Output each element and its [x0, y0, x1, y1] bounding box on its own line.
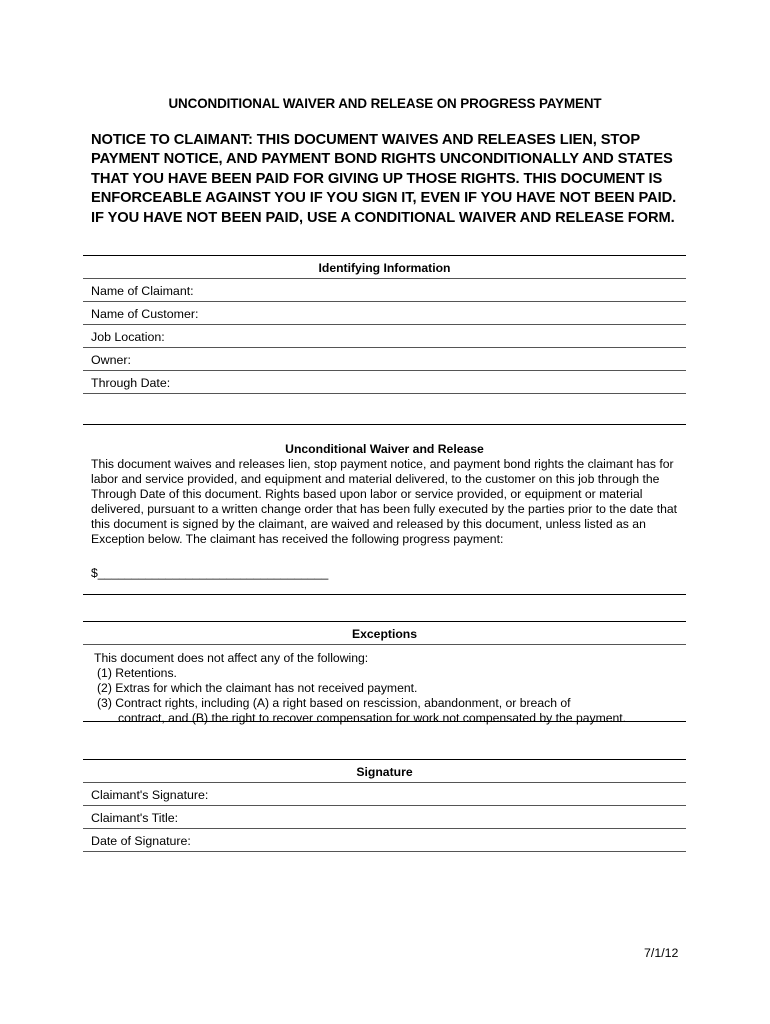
name-of-customer-field[interactable]: Name of Customer:	[83, 302, 686, 325]
identifying-information-section	[83, 255, 686, 425]
exceptions-section	[83, 621, 686, 726]
signature-heading: Signature	[83, 760, 686, 783]
revision-date: 7/1/12	[644, 946, 679, 960]
exceptions-heading: Exceptions	[83, 622, 686, 645]
through-date-field[interactable]: Through Date:	[83, 371, 686, 394]
owner-field[interactable]: Owner:	[83, 348, 686, 371]
form-title: UNCONDITIONAL WAIVER AND RELEASE ON PROGRESS PAYMENT	[168, 96, 602, 111]
exception-item: (3) Contract rights, including (A) a right based on rescission, abandonment, or breach of	[97, 696, 571, 711]
waiver-release-section	[83, 441, 686, 595]
payment-amount-field[interactable]: $__________________________________	[91, 565, 329, 580]
claimant-title-field[interactable]: Claimant's Title:	[83, 806, 686, 829]
waiver-release-heading: Unconditional Waiver and Release	[285, 442, 484, 456]
section-divider	[83, 581, 686, 595]
exception-item: (2) Extras for which the claimant has not received payment.	[97, 681, 418, 696]
exceptions-intro: This document does not affect any of the following:	[94, 651, 369, 665]
claimant-signature-field[interactable]: Claimant's Signature:	[83, 783, 686, 806]
exception-item-continuation: contract, and (B) the right to recover compensation for work not compensated by the payment.	[118, 711, 627, 726]
blank-row	[83, 394, 686, 425]
exception-item: (1) Retentions.	[97, 666, 177, 681]
name-of-claimant-field[interactable]: Name of Claimant:	[83, 279, 686, 302]
job-location-field[interactable]: Job Location:	[83, 325, 686, 348]
identifying-information-heading: Identifying Information	[83, 256, 686, 279]
signature-section	[83, 759, 686, 852]
date-of-signature-field[interactable]: Date of Signature:	[83, 829, 686, 852]
notice-to-claimant: NOTICE TO CLAIMANT: THIS DOCUMENT WAIVES AND RELEASES LIEN, STOP PAYMENT NOTICE, AND PAYMENT BOND RIGHTS UNCONDITIONALLY AND STATES THAT YOU HAVE BEEN PAID FOR GIVING UP THOSE RIGHTS. THIS DOCUMENT IS ENFORCEABLE AGAINST YOU IF YOU SIGN IT, EVEN IF YOU HAVE NOT BEEN PAID. IF YOU HAVE NOT BEEN PAID, USE A CONDITIONAL WAIVER AND RELEASE FORM.	[91, 132, 677, 226]
waiver-release-body: This document waives and releases lien, stop payment notice, and payment bond rights the claimant has for labor and service provided, and equipment and material delivered, to the customer on this job through the Through Date of this document. Rights based upon labor or service provided, or equipment or material delivered, pursuant to a written change order that has been fully executed by the parties prior to the date that this document is signed by the claimant, are waived and released by this document, unless listed as an Exception below. The claimant has received the following progress payment:	[91, 457, 678, 547]
